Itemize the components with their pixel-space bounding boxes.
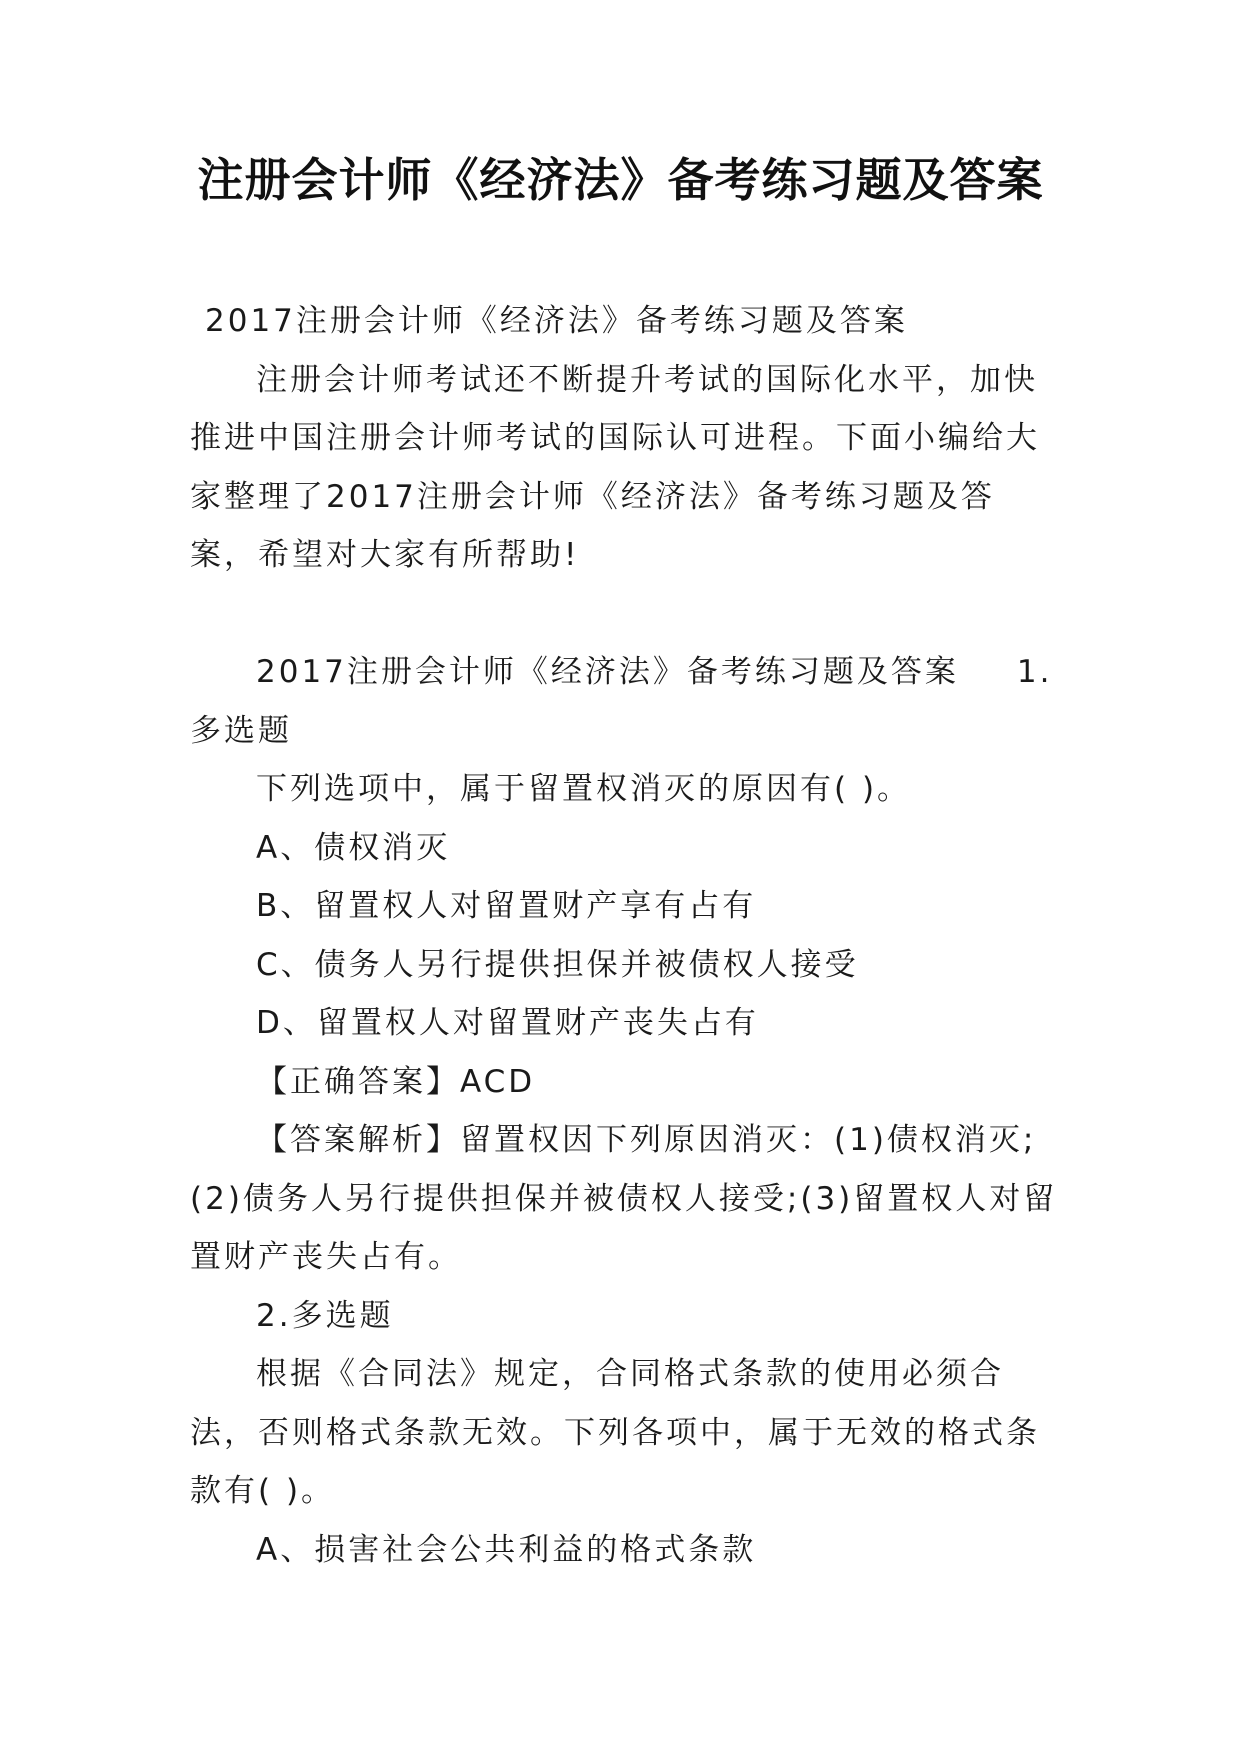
q1-option-d: D、留置权人对留置财产丧失占有 bbox=[256, 1005, 759, 1041]
document-subtitle: 2017注册会计师《经济法》备考练习题及答案 bbox=[205, 303, 908, 339]
section-heading-line bbox=[190, 643, 1060, 760]
q1-answer: 【正确答案】ACD bbox=[256, 1063, 536, 1100]
q1-number: 1.多选题 bbox=[190, 654, 1053, 749]
section-heading: 2017注册会计师《经济法》备考练习题及答案 bbox=[256, 654, 959, 690]
intro-paragraph: 注册会计师考试还不断提升考试的国际化水平，加快推进中国注册会计师考试的国际认可进程。下面小编给大家整理了2017注册会计师《经济法》备考练习题及答案，希望对大家有所帮助! bbox=[190, 361, 1040, 573]
q1-option-a: A、债权消灭 bbox=[256, 829, 451, 866]
q2-option-a: A、损害社会公共利益的格式条款 bbox=[256, 1531, 757, 1568]
document-body bbox=[190, 292, 1060, 1579]
q1-stem: 下列选项中，属于留置权消灭的原因有( )。 bbox=[256, 771, 912, 807]
q1-option-c: C、债务人另行提供担保并被债权人接受 bbox=[256, 946, 859, 983]
paragraph-spacer bbox=[190, 585, 1060, 644]
q2-number: 2.多选题 bbox=[256, 1297, 394, 1334]
document-title: 注册会计师《经济法》备考练习题及答案 bbox=[197, 153, 1044, 207]
q1-option-b: B、留置权人对留置财产享有占有 bbox=[256, 888, 757, 924]
q2-stem: 根据《合同法》规定，合同格式条款的使用必须合法，否则格式条款无效。下列各项中，属于无效的格式条款有( )。 bbox=[190, 1356, 1040, 1509]
q1-analysis: 【答案解析】留置权因下列原因消灭：(1)债权消灭;(2)债务人另行提供担保并被债权人接受;(3)留置权人对留置财产丧失占有。 bbox=[190, 1122, 1058, 1275]
